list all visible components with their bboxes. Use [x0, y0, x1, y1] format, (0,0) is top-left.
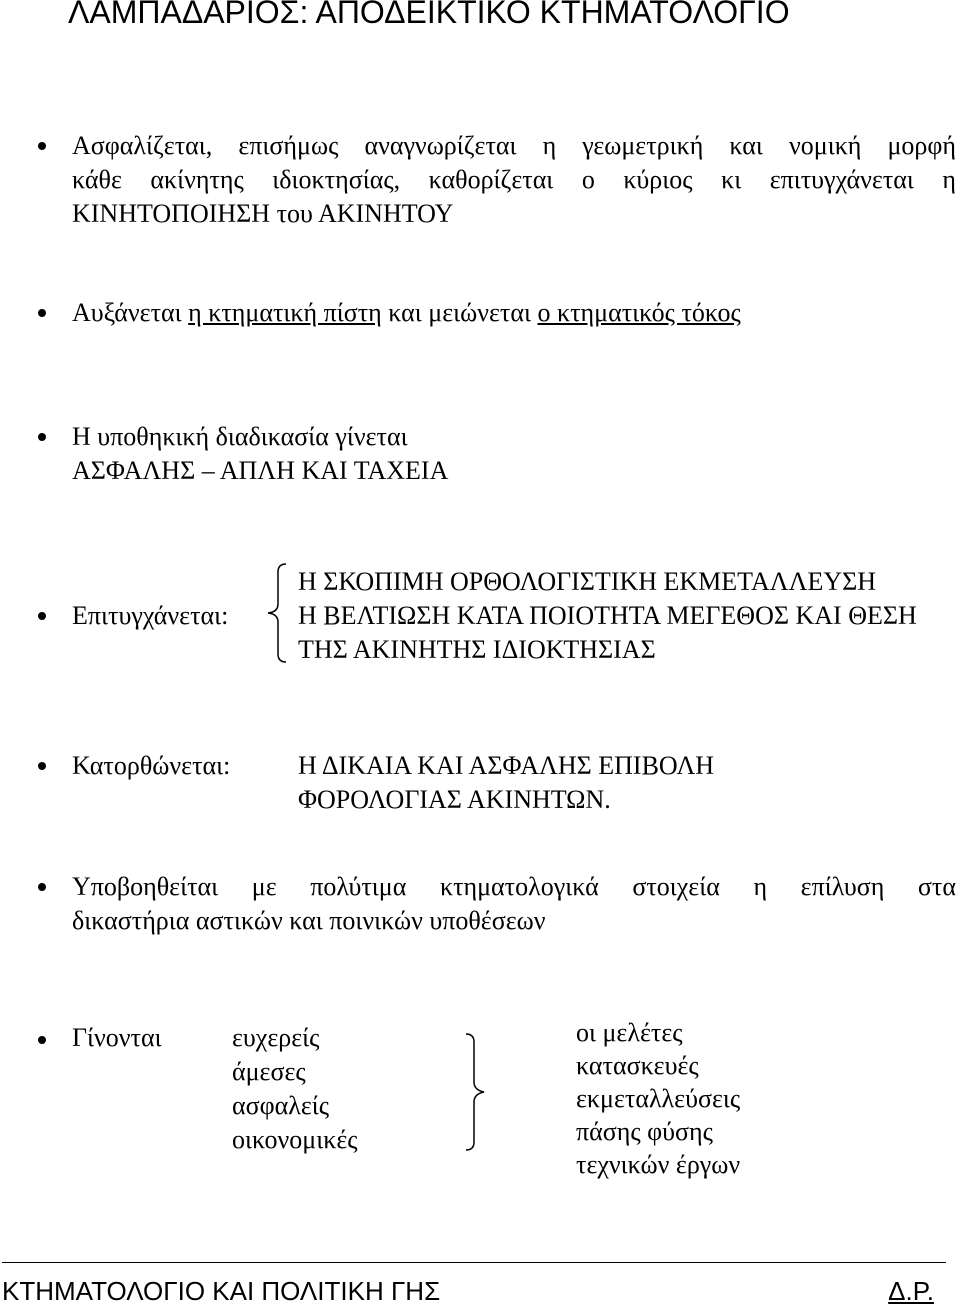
bullet-icon: [38, 762, 46, 770]
bullet4-item2: Η ΒΕΛΤΙΩΣΗ ΚΑΤΑ ΠΟΙΟΤΗΤΑ ΜΕΓΕΘΟΣ ΚΑΙ ΘΕΣΗ: [298, 601, 917, 630]
bullet4-item1: Η ΣΚΟΠΙΜΗ ΟΡΘΟΛΟΓΙΣΤΙΚΗ ΕΚΜΕΤΑΛΛΕΥΣΗ: [298, 567, 877, 596]
bullet1-line3: ΚΙΝΗΤΟΠΟΙΗΣΗ του ΑΚΙΝΗΤΟΥ: [72, 199, 454, 228]
bullet6-line1: Υποβοηθείται με πολύτιμα κτηματολογικά στοιχεία η επίλυση στα: [72, 872, 956, 901]
adjective-item: οικονομικές: [232, 1125, 358, 1154]
bullet7-label: Γίνονται: [72, 1023, 162, 1052]
bullet5-line2: ΦΟΡΟΛΟΓΙΑΣ ΑΚΙΝΗΤΩΝ.: [298, 785, 611, 814]
object-item: κατασκευές: [576, 1051, 699, 1080]
footer-divider: [2, 1262, 946, 1263]
object-item: πάσης φύσης: [576, 1117, 713, 1146]
brace-icon: [258, 560, 292, 666]
bullet4-item3: ΤΗΣ ΑΚΙΝΗΤΗΣ ΙΔΙΟΚΤΗΣΙΑΣ: [298, 635, 656, 664]
bullet2-part1: Αυξάνεται: [72, 298, 189, 327]
bullet2-underlined2: ο κτηματικός τόκος: [537, 298, 741, 327]
footer-initials: Δ.Ρ.: [888, 1276, 934, 1306]
adjective-item: άμεσες: [232, 1057, 306, 1086]
bullet5-label: Κατορθώνεται:: [72, 751, 231, 780]
object-item: τεχνικών έργων: [576, 1150, 741, 1179]
bullet-icon: [38, 433, 46, 441]
bullet1-line2: κάθε ακίνητης ιδιοκτησίας, καθορίζεται ο κύριος κι επιτυγχάνεται η: [72, 165, 956, 194]
bullet6-line2: δικαστήρια αστικών και ποινικών υποθέσεων: [72, 906, 546, 935]
bullet4-label: Επιτυγχάνεται:: [72, 601, 229, 630]
page-title: ΛΑΜΠΑΔΑΡΙΟΣ: ΑΠΟΔΕΙΚΤΙΚΟ ΚΤΗΜΑΤΟΛΟΓΙΟ: [68, 0, 790, 30]
bullet3-line2: ΑΣΦΑΛΗΣ – ΑΠΛΗ ΚΑΙ ΤΑΧΕΙΑ: [72, 456, 449, 485]
bullet-icon: [38, 1036, 46, 1044]
bullet5-line1: Η ΔΙΚΑΙΑ ΚΑΙ ΑΣΦΑΛΗΣ ΕΠΙΒΟΛΗ: [298, 751, 715, 780]
bullet2-text: [72, 296, 741, 330]
bullet2-part2: και μειώνεται: [381, 298, 538, 327]
bullet3-line1: Η υποθηκική διαδικασία γίνεται: [72, 422, 408, 451]
bullet-icon: [38, 883, 46, 891]
bullet2-underlined1: η κτηματική πίστη: [188, 298, 382, 327]
bullet-icon: [38, 612, 46, 620]
adjective-item: ευχερείς: [232, 1023, 320, 1052]
bullet1-line1: Ασφαλίζεται, επισήμως αναγνωρίζεται η γεωμετρική και νομική μορφή: [72, 131, 956, 160]
bullet-icon: [38, 142, 46, 150]
object-item: εκμεταλλεύσεις: [576, 1084, 741, 1113]
adjective-item: ασφαλείς: [232, 1091, 330, 1120]
footer-title: ΚΤΗΜΑΤΟΛΟΓΙΟ ΚΑΙ ΠΟΛΙΤΙΚΗ ΓΗΣ: [2, 1276, 441, 1306]
object-item: οι μελέτες: [576, 1018, 683, 1047]
bullet-icon: [38, 309, 46, 317]
right-brace-icon: [460, 1030, 494, 1154]
